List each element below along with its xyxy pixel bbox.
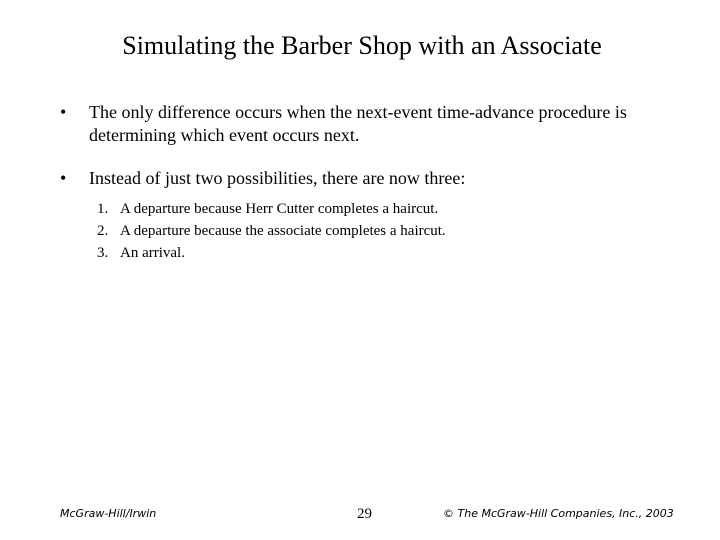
list-item-text: A departure because the associate completes a haircut. bbox=[120, 223, 446, 239]
list-number: 3. bbox=[97, 245, 109, 261]
bullet-text: The only difference occurs when the next-event time-advance procedure is determining which event occurs next. bbox=[89, 102, 627, 145]
footer-copyright: © The McGraw-Hill Companies, Inc., 2003 bbox=[443, 507, 674, 520]
list-item bbox=[97, 242, 617, 264]
page-number: 29 bbox=[357, 506, 372, 522]
slide-title: Simulating the Barber Shop with an Associate bbox=[122, 31, 602, 60]
list-item-text: A departure because Herr Cutter completes a haircut. bbox=[120, 201, 439, 217]
list-item-text: An arrival. bbox=[120, 245, 185, 261]
list-number: 2. bbox=[97, 223, 109, 239]
list-number: 1. bbox=[97, 201, 109, 217]
list-item bbox=[97, 198, 617, 220]
footer-publisher: McGraw-Hill/Irwin bbox=[60, 507, 157, 520]
list-item bbox=[97, 220, 617, 242]
numbered-list bbox=[97, 198, 617, 264]
bullet-symbol: • bbox=[60, 102, 67, 122]
bullet-symbol: • bbox=[60, 168, 67, 188]
bullet-text: Instead of just two possibilities, there are now three: bbox=[89, 168, 466, 188]
